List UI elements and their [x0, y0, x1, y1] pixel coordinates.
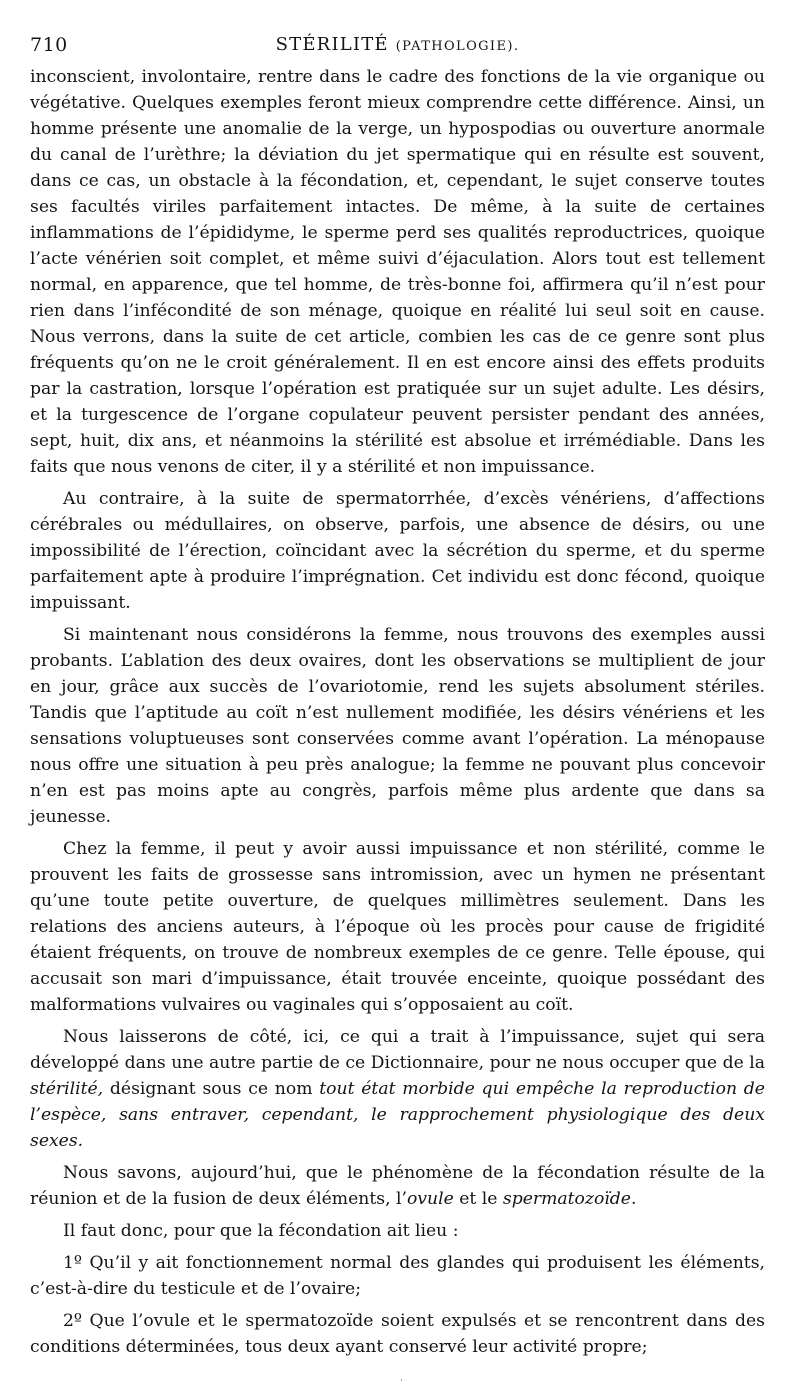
page-speck: · — [400, 1376, 403, 1386]
text-run: Nous laisserons de côté, ici, ce qui a trait à l’impuissance, sujet qui sera développé dans une autre partie de ce Dictionnaire, pour ne nous occuper que de la — [30, 1027, 765, 1073]
text-run: Si maintenant nous considérons la femme, nous trouvons des exemples aussi probants. L’ablation des deux ovaires, dont les observations se multiplient de jour en jour, grâce aux succès de l’ovariotomie, rend les sujets absolument stériles. Tandis que l’aptitude au coït n’est nullement modifiée, les désirs vénériens et les sensations voluptueuses sont conservées comme avant l’opération. La ménopause nous offre une situation à peu près analogue; la femme ne pouvant plus concevoir n’en est pas moins apte au congrès, parfois même plus ardente que dans sa jeunesse. — [30, 625, 765, 827]
text-run: Nous savons, aujourd’hui, que le phénomène de la fécondation résulte de la réunion et de la fusion de deux éléments, l’ — [30, 1163, 765, 1209]
text-run: et le — [453, 1189, 503, 1209]
running-head-title: STÉRILITÉ — [275, 34, 389, 55]
body-text — [30, 64, 765, 1360]
italic-text: stérilité, — [30, 1079, 104, 1099]
paragraph — [30, 1308, 765, 1360]
text-run: désignant sous ce nom — [103, 1079, 320, 1099]
paragraph — [30, 1024, 765, 1154]
text-run: Il faut donc, pour que la fécondation ait lieu : — [63, 1221, 459, 1241]
text-run: Chez la femme, il peut y avoir aussi impuissance et non stérilité, comme le prouvent les faits de grossesse sans intromission, avec un hymen ne présentant qu’une toute petite ouverture, de quelques millimètres seulement. Dans les relations des anciens auteurs, à l’époque où les procès pour cause de frigidité étaient fréquents, on trouve de nombreux exemples de ce genre. Telle épouse, qui accusait son mari d’impuissance, était trouvée enceinte, quoique possédant des malformations vulvaires ou vaginales qui s’opposaient au coït. — [30, 839, 765, 1015]
italic-text: spermatozoïde. — [502, 1189, 637, 1209]
document-page — [30, 28, 765, 1366]
text-run: 1º Qu’il y ait fonctionnement normal des glandes qui produisent les éléments, c’est-à-dire du testicule et de l’ovaire; — [30, 1253, 765, 1299]
running-head-subtitle: (PATHOLOGIE). — [395, 39, 520, 54]
text-run: 2º Que l’ovule et le spermatozoïde soient expulsés et se rencontrent dans des conditions déterminées, tous deux ayant conservé leur activité propre; — [30, 1311, 765, 1357]
running-head — [30, 34, 765, 55]
text-run: inconscient, involontaire, rentre dans le cadre des fonctions de la vie organique ou végétative. Quelques exemples feront mieux comprendre cette différence. Ainsi, un homme présente une anomalie de la verge, un hypospodias ou ouverture anormale du canal de l’urèthre; la déviation du jet spermatique qui en résulte est souvent, dans ce cas, un obstacle à la fécondation, et, cependant, le sujet conserve toutes ses facultés viriles parfaitement intactes. De même, à la suite de certaines inflammations de l’épididyme, le sperme perd ses qualités reproductrices, quoique l’acte vénérien soit complet, et même suivi d’éjaculation. Alors tout est tellement normal, en apparence, que tel homme, de très-bonne foi, affirmera qu’il n’est pour rien dans l’infécondité de son ménage, quoique en réalité lui seul soit en cause. Nous verrons, dans la suite de cet article, combien les cas de ce genre sont plus fréquents qu’on ne le croit généralement. Il en est encore ainsi des effets produits par la castration, lorsque l’opération est pratiquée sur un sujet adulte. Les désirs, et la turgescence de l’organe copulateur peuvent persister pendant des années, sept, huit, dix ans, et néanmoins la stérilité est absolue et irrémédiable. Dans les faits que nous venons de citer, il y a stérilité et non impuissance. — [30, 67, 765, 477]
paragraph — [30, 1160, 765, 1212]
italic-text: tout état morbide qui empêche la reproduction de l’espèce, sans entraver, cependant, le rapprochement physiologique des deux sexes. — [30, 1079, 765, 1151]
italic-text: ovule — [406, 1189, 454, 1209]
paragraph — [30, 836, 765, 1018]
paragraph — [30, 486, 765, 616]
page-header — [30, 28, 765, 62]
paragraph — [30, 64, 765, 480]
paragraph — [30, 1250, 765, 1302]
paragraph — [30, 622, 765, 830]
text-run: Au contraire, à la suite de spermatorrhée, d’excès vénériens, d’affections cérébrales ou médullaires, on observe, parfois, une absence de désirs, ou une impossibilité de l’érection, coïncidant avec la sécrétion du sperme, et du sperme parfaitement apte à produire l’imprégnation. Cet individu est donc fécond, quoique impuissant. — [30, 489, 765, 613]
page-number: 710 — [30, 34, 68, 56]
paragraph — [30, 1218, 765, 1244]
